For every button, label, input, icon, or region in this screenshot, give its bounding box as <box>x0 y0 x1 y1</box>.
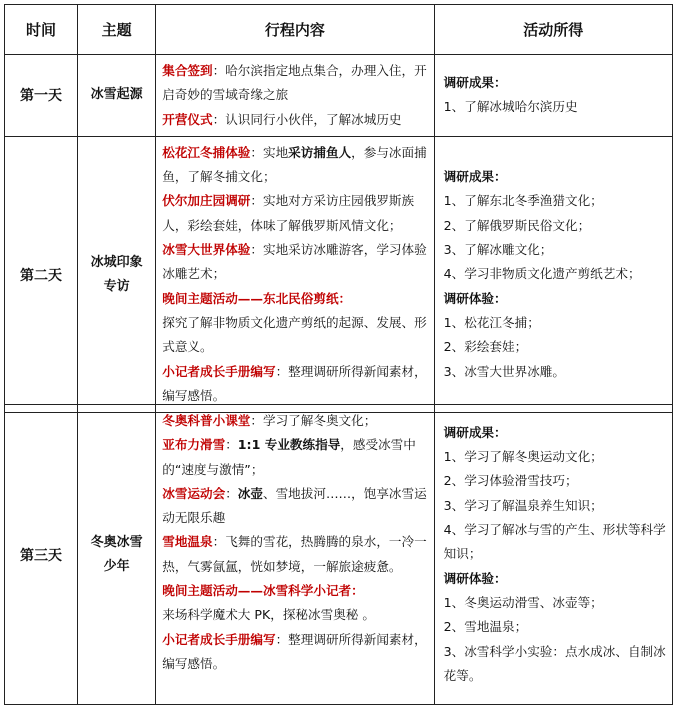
header-content: 行程内容 <box>156 5 434 55</box>
result-item: 1、学习了解冬奥运动文化； <box>443 449 603 465</box>
day3-activities <box>156 405 434 705</box>
experience-heading: 调研体验： <box>443 570 507 586</box>
day1-row <box>5 55 673 137</box>
day2-activity: 伏尔加庄园调研：实地对方采访庄园俄罗斯族人，彩绘套娃，体味了解俄罗斯风情文化； <box>162 193 415 233</box>
day2-row <box>5 136 673 412</box>
experience-item: 2、雪地温泉； <box>443 619 528 635</box>
day2-activity: 松花江冬捕体验：实地采访捕鱼人，参与冰面捕鱼，了解冬捕文化； <box>162 144 427 185</box>
experience-item: 2、彩绘套娃； <box>443 339 528 355</box>
result-item: 4、学习了解冰与雪的产生、形状等科学知识； <box>443 522 666 562</box>
day2-activity-title: 晚间主题活动——东北民俗剪纸： <box>162 290 352 306</box>
day1-results <box>434 55 672 137</box>
result-heading: 调研成果： <box>443 169 507 185</box>
day2-activity-text: 探究了解非物质文化遗产剪纸的起源、发展、形式意义。 <box>162 314 427 355</box>
experience-item: 1、冬奥运动滑雪、冰壶等； <box>443 594 603 610</box>
day3-activity-title: 晚间主题活动——冰雪科学小记者： <box>162 583 364 599</box>
day1-label: 第一天 <box>5 55 78 137</box>
header-topic: 主题 <box>78 5 156 55</box>
day3-activity: 亚布力滑雪：1:1 专业教练指导，感受冰雪中的“速度与激情”； <box>162 437 416 477</box>
experience-item: 3、冰雪科学小实验：点水成冰、自制冰花等。 <box>443 643 666 683</box>
result-item: 3、学习了解温泉养生知识； <box>443 497 603 513</box>
day1-activities <box>156 55 434 137</box>
header-row <box>5 5 673 55</box>
day2-label: 第二天 <box>5 136 78 412</box>
result-item: 4、学习非物质文化遗产剪纸艺术； <box>443 266 641 282</box>
day1-topic: 冰雪起源 <box>78 55 156 137</box>
header-gain: 活动所得 <box>434 5 672 55</box>
day3-topic: 冬奥冰雪 少年 <box>78 405 156 705</box>
day2-results <box>434 136 672 412</box>
day3-row <box>5 405 673 705</box>
day3-activity: 冬奥科普小课堂：学习了解冬奥文化； <box>162 413 377 428</box>
day2-topic: 冰城印象 专访 <box>78 136 156 412</box>
result-item: 1、了解东北冬季渔猎文化； <box>443 193 603 209</box>
result-item: 1、了解冰城哈尔滨历史 <box>443 99 578 115</box>
day1-activity: 开营仪式：认识同行小伙伴，了解冰城历史 <box>162 111 402 127</box>
day3-activity: 冰雪运动会：冰壶、雪地拔河……，饱享冰雪运动无限乐趣 <box>162 485 427 526</box>
day3-label: 第三天 <box>5 405 78 705</box>
day3-activity: 小记者成长手册编写：整理调研所得新闻素材，编写感悟。 <box>162 631 427 671</box>
day1-activity: 集合签到：哈尔滨指定地点集合，办理入住，开启奇妙的雪域奇缘之旅 <box>162 63 427 103</box>
day3-activity: 雪地温泉：飞舞的雪花，热腾腾的泉水，一冷一热，气雾氤氲，恍如梦境，一解旅途疲惫。 <box>162 534 427 574</box>
experience-heading: 调研体验： <box>443 290 507 306</box>
result-item: 3、了解冰雕文化； <box>443 242 553 258</box>
experience-item: 1、松花江冬捕； <box>443 314 540 330</box>
experience-item: 3、冰雪大世界冰雕。 <box>443 363 565 379</box>
itinerary-table-top <box>4 4 673 413</box>
day2-activities <box>156 136 434 412</box>
result-heading: 调研成果： <box>443 75 507 91</box>
header-time: 时间 <box>5 5 78 55</box>
result-item: 2、了解俄罗斯民俗文化； <box>443 217 591 233</box>
result-item: 2、学习体验滑雪技巧； <box>443 473 578 489</box>
day3-results <box>434 405 672 705</box>
day2-activity: 冰雪大世界体验：实地采访冰雕游客，学习体验冰雕艺术； <box>162 242 427 282</box>
day2-activity: 小记者成长手册编写：整理调研所得新闻素材，编写感悟。 <box>162 363 427 403</box>
result-heading: 调研成果： <box>443 424 507 440</box>
itinerary-table-bottom <box>4 404 673 705</box>
day3-activity-text: 来场科学魔术大 PK，探秘冰雪奥秘 。 <box>162 607 375 623</box>
